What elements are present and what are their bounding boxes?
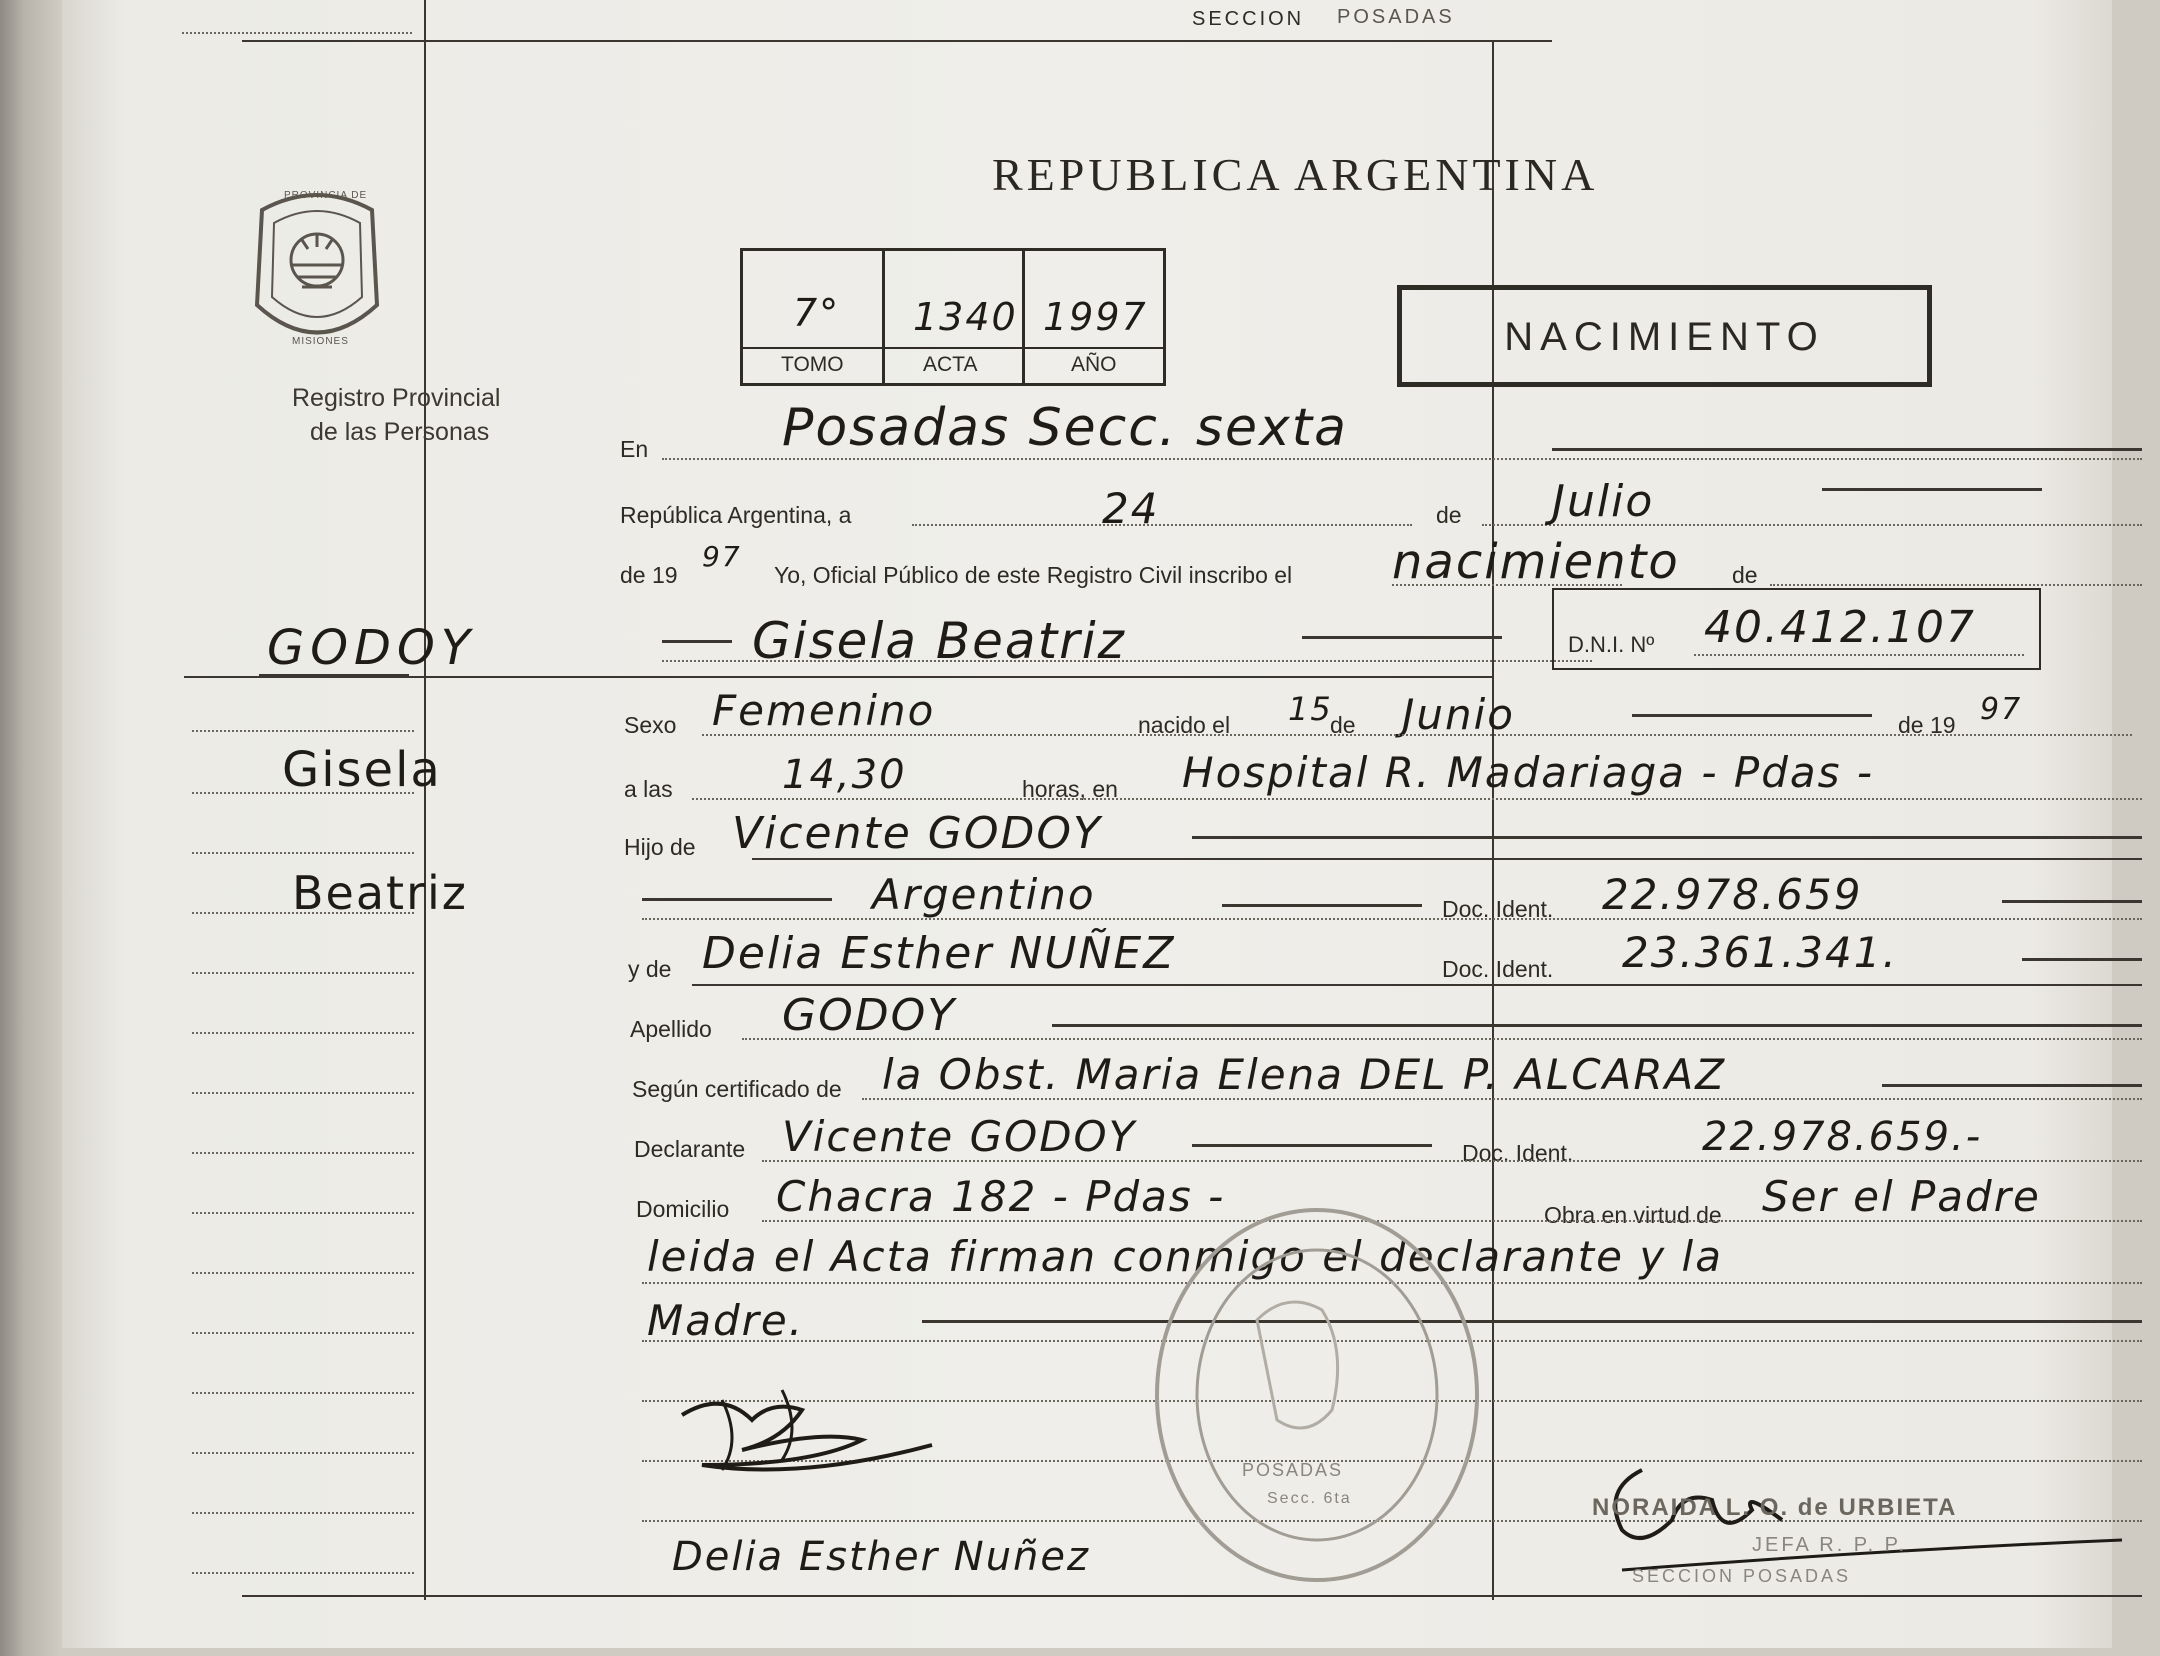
place-value: Hospital R. Madariaga - Pdas - <box>1182 748 1875 797</box>
alas-label: a las <box>624 776 673 802</box>
ano-label: AÑO <box>1071 353 1117 376</box>
day-value: 24 <box>1102 484 1160 533</box>
closing-line-1: leida el Acta firman conmigo el declarante y la <box>647 1232 1723 1281</box>
sidebar-name-1: Gisela <box>282 742 442 798</box>
sexo-value: Femenino <box>712 686 936 735</box>
mother-signature: Delia Esther Nuñez <box>672 1534 1091 1580</box>
official-stamp-line-3: SECCION POSADAS <box>1632 1566 1852 1586</box>
sidebar-line <box>192 1392 414 1394</box>
certificado-value: la Obst. Maria Elena DEL P. ALCARAZ <box>882 1050 1727 1099</box>
obra-value: Ser el Padre <box>1762 1172 2041 1221</box>
domicilio-value: Chacra 182 - Pdas - <box>776 1172 1226 1221</box>
mother-fill-line <box>692 984 2142 986</box>
sexo-label: Sexo <box>624 712 677 738</box>
ano-value: 1997 <box>1043 295 1148 339</box>
sidebar-name-2: Beatriz <box>292 866 468 920</box>
father-signature-icon <box>662 1370 992 1510</box>
father-fill-line <box>1192 836 2142 839</box>
domicilio-label: Domicilio <box>636 1196 730 1222</box>
sidebar-line <box>192 1212 414 1214</box>
year-prefix: de 19 <box>620 562 678 588</box>
sidebar-line <box>192 1272 414 1274</box>
certificado-fill <box>1882 1084 2142 1087</box>
apellido-fill <box>1052 1024 2142 1027</box>
en-dots <box>662 458 2142 460</box>
sidebar-line <box>192 1512 414 1514</box>
month-fill-line <box>1822 488 2042 491</box>
closing-line-2: Madre. <box>647 1296 805 1345</box>
father-value: Vicente GODOY <box>732 808 1102 859</box>
mother-doc-fill <box>2022 958 2142 961</box>
certificado-label: Según certificado de <box>632 1076 842 1102</box>
horas-label: horas, en <box>1022 776 1118 802</box>
dni-label: D.N.I. Nº <box>1568 632 1655 657</box>
full-name-value: Gisela Beatriz <box>752 612 1126 670</box>
obra-label: Obra en virtud de <box>1544 1202 1722 1228</box>
declarante-dots <box>762 1160 2142 1162</box>
nationality-fill <box>1222 904 1422 907</box>
section-value: POSADAS <box>1337 6 1455 28</box>
sidebar-line <box>192 1332 414 1334</box>
sidebar-line <box>192 912 414 914</box>
sidebar-line <box>192 1572 414 1574</box>
nacido-label: nacido el <box>1138 712 1231 738</box>
closing-fill <box>922 1320 2142 1323</box>
full-name-dash <box>662 640 732 643</box>
sidebar-line <box>192 972 414 974</box>
en-fill-line <box>1552 448 2142 451</box>
en-label: En <box>620 436 649 462</box>
date-dots <box>912 524 1412 526</box>
tomo-label: TOMO <box>781 353 844 376</box>
apellido-dots <box>742 1038 2142 1040</box>
hijo-label: Hijo de <box>624 834 696 860</box>
sexo-dots <box>702 734 2132 736</box>
birth-year-prefix: de 19 <box>1898 712 1956 738</box>
right-border <box>1492 40 1494 1600</box>
record-type-box <box>1397 285 1932 387</box>
sidebar-surname-underline <box>259 674 409 677</box>
country-title: REPUBLICA ARGENTINA <box>992 149 1599 200</box>
declarante-fill <box>1192 1144 1432 1147</box>
official-stamp-line-1: NORAIDA L. O. de URBIETA <box>1592 1494 1958 1521</box>
full-name-fill <box>1302 636 1502 639</box>
de-label-2: de <box>1732 562 1758 588</box>
nationality-dots <box>642 918 2142 920</box>
mother-doc: 23.361.341. <box>1622 928 1898 977</box>
registry-stamp-text: POSADAS <box>1242 1460 1344 1480</box>
en-value: Posadas Secc. sexta <box>782 398 1348 458</box>
full-name-dots <box>662 660 1592 662</box>
tomo-value: 7° <box>793 291 841 335</box>
dni-value: 40.412.107 <box>1704 602 1976 653</box>
seal-text-top: PROVINCIA DE <box>284 190 368 201</box>
official-stamp-line-2: JEFA R. P. P. <box>1752 1534 1907 1556</box>
top-strip-dots <box>182 32 412 34</box>
father-doc-fill <box>2002 900 2142 903</box>
de-label: de <box>1436 502 1462 528</box>
registry-stamp-icon <box>1147 1200 1487 1590</box>
birth-year-suffix: 97 <box>1980 692 2023 727</box>
dni-dots <box>1694 654 2024 656</box>
sidebar-line <box>192 792 414 794</box>
document-page <box>62 0 2112 1648</box>
certificado-dots <box>862 1098 2142 1100</box>
sidebar-line <box>192 1152 414 1154</box>
doc-ident-label: Doc. Ident. <box>1442 896 1554 922</box>
apellido-label: Apellido <box>630 1016 712 1042</box>
sidebar-surname: GODOY <box>267 620 477 676</box>
father-doc: 22.978.659 <box>1602 870 1863 919</box>
birth-day: 15 <box>1288 690 1333 728</box>
left-column-divider <box>424 0 426 1600</box>
year-suffix: 97 <box>702 540 742 573</box>
acta-label: ACTA <box>923 353 978 376</box>
doc-ident-label-2: Doc. Ident. <box>1442 956 1554 982</box>
seal-text-bottom: MISIONES <box>292 336 349 347</box>
sidebar-line <box>192 1092 414 1094</box>
sidebar-line <box>192 852 414 854</box>
apellido-value: GODOY <box>782 990 957 1041</box>
date-prefix: República Argentina, a <box>620 502 852 528</box>
book-binding <box>0 0 62 1656</box>
yde-label: y de <box>628 956 672 982</box>
month-value: Julio <box>1552 476 1655 527</box>
nationality-dash <box>642 898 832 901</box>
alas-dots <box>692 798 2142 800</box>
acta-value: 1340 <box>913 295 1018 339</box>
declarante-label: Declarante <box>634 1136 746 1162</box>
registry-name-line1: Registro Provincial <box>292 384 501 412</box>
declarante-value: Vicente GODOY <box>782 1112 1137 1161</box>
birth-month: Junio <box>1402 690 1515 739</box>
section-label: SECCION <box>1192 8 1305 30</box>
father-nationality: Argentino <box>872 870 1096 919</box>
record-type-label: NACIMIENTO <box>1504 315 1825 359</box>
official-text: Yo, Oficial Público de este Registro Civil inscribo el <box>774 562 1293 588</box>
registry-name-line2: de las Personas <box>310 418 490 446</box>
declarante-doc: 22.978.659.- <box>1702 1114 1983 1160</box>
dni-box <box>1552 588 2041 670</box>
registry-stamp-subtext: Secc. 6ta <box>1267 1490 1352 1507</box>
after-de-dots <box>1770 584 2142 586</box>
birth-month-fill <box>1632 714 1872 717</box>
volume-table <box>740 248 1166 386</box>
father-fill-line-2 <box>752 858 2142 860</box>
province-seal-icon <box>242 185 392 355</box>
sidebar-line <box>192 730 414 732</box>
birth-de-label: de <box>1330 712 1356 738</box>
hour-value: 14,30 <box>782 752 907 798</box>
sidebar-line <box>192 1032 414 1034</box>
top-rule <box>242 40 1552 42</box>
mother-value: Delia Esther NUÑEZ <box>702 928 1176 979</box>
doc-ident-label-3: Doc. Ident. <box>1462 1140 1574 1166</box>
sidebar-line <box>192 1452 414 1454</box>
act-kind-value: nacimiento <box>1392 534 1680 590</box>
